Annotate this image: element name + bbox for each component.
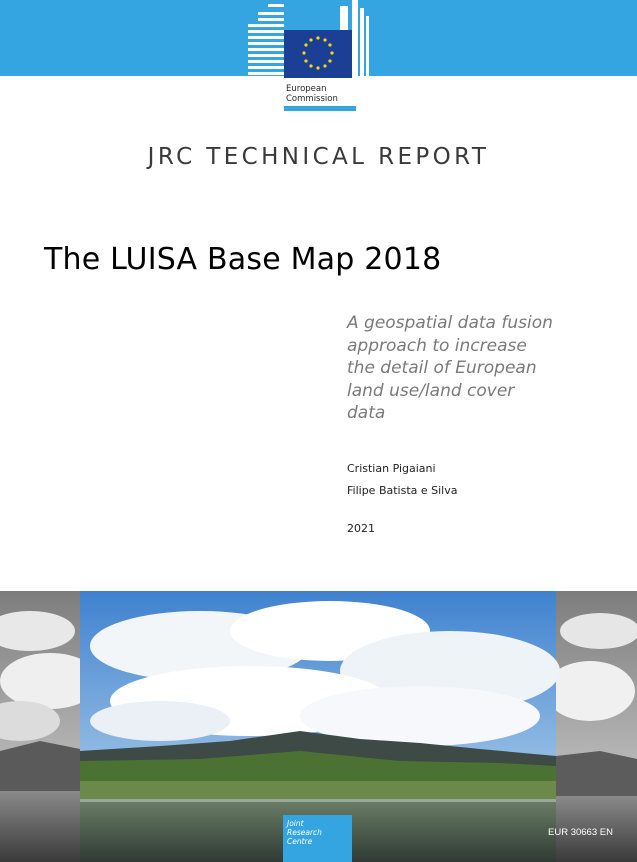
author-name: Cristian Pigaiani — [347, 462, 436, 475]
jrc-badge-line: Centre — [287, 837, 313, 846]
subtitle-line: approach to increase — [347, 335, 527, 356]
ec-wordmark-line2: Commission — [286, 94, 338, 104]
jrc-badge-line: Research — [287, 828, 322, 837]
subtitle-line: the detail of European — [347, 358, 537, 378]
publication-year: 2021 — [347, 522, 375, 535]
subtitle-line: land use/land cover — [347, 380, 515, 401]
report-type-label: JRC TECHNICAL REPORT — [147, 144, 490, 170]
jrc-badge-line: Joint — [287, 819, 304, 828]
author-name: Filipe Batista e Silva — [347, 484, 458, 497]
report-number: EUR 30663 EN — [548, 827, 613, 838]
subtitle-line: A geospatial data fusion — [347, 313, 553, 333]
document-subtitle — [347, 312, 577, 425]
ec-wordmark-line1: European — [286, 84, 327, 94]
ec-wordmark-underline — [284, 106, 356, 111]
document-title: The LUISA Base Map 2018 — [44, 242, 442, 277]
subtitle-line: data — [347, 403, 386, 423]
jrc-logo-badge — [283, 815, 352, 862]
ec-wordmark — [286, 84, 338, 104]
